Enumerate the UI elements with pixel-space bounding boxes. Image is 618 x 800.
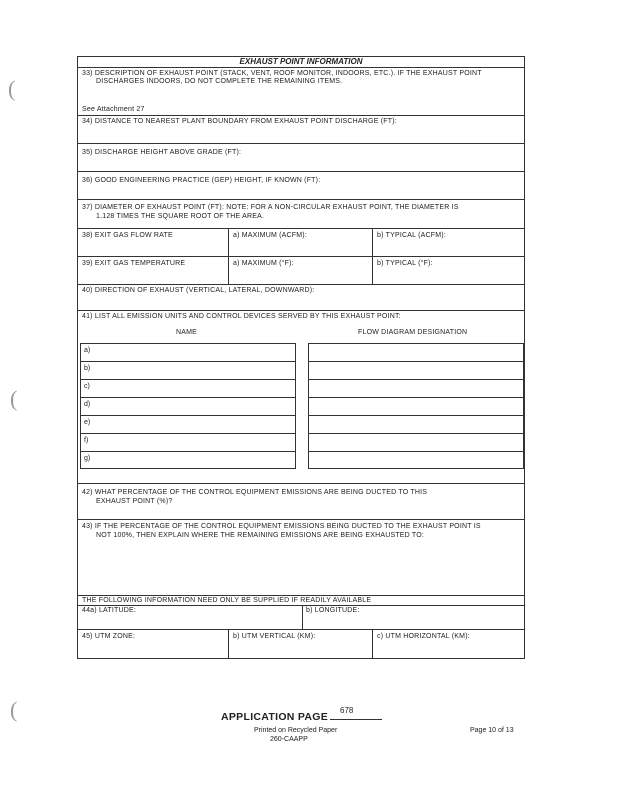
q38-typ-label: b) TYPICAL (ACFM):: [377, 232, 446, 239]
q42-row: [78, 484, 524, 520]
q40-label: 40) DIRECTION OF EXHAUST (VERTICAL, LATERAL, DOWNWARD):: [82, 287, 315, 294]
q39-row: [78, 257, 524, 285]
grid-line: [308, 451, 524, 452]
binder-hole-mark-middle: (: [10, 386, 18, 411]
q39-typ-label: b) TYPICAL (°F):: [377, 260, 433, 267]
q40-row: [78, 285, 524, 311]
grid-line: [80, 379, 296, 380]
q38-divider-b: [372, 229, 373, 256]
q45-divider-a: [228, 630, 229, 658]
q41-row-a: a): [84, 347, 91, 354]
exhaust-point-form: [77, 56, 525, 659]
q41-row-c: c): [84, 383, 90, 390]
q36-row: [78, 172, 524, 200]
q35-row: [78, 144, 524, 172]
q39-divider-a: [228, 257, 229, 284]
grid-line: [308, 379, 524, 380]
page-of: Page 10 of 13: [470, 727, 514, 734]
q44-divider: [302, 606, 303, 629]
q41-col-flow: FLOW DIAGRAM DESIGNATION: [358, 329, 468, 336]
q37-label-cont: 1.128 TIMES THE SQUARE ROOT OF THE AREA.: [96, 213, 265, 220]
grid-line: [80, 415, 296, 416]
q38-row: [78, 229, 524, 257]
q41-col-name: NAME: [176, 329, 198, 336]
q33-row: [78, 68, 524, 116]
grid-line: [80, 397, 296, 398]
q39-max-label: a) MAXIMUM (°F):: [233, 260, 294, 267]
q39-divider-b: [372, 257, 373, 284]
q41-row-e: e): [84, 419, 91, 426]
q45-divider-b: [372, 630, 373, 658]
q44-longitude-label: b) LONGITUDE:: [306, 607, 360, 614]
form-code: 260-CAAPP: [270, 736, 308, 743]
q45-row: [78, 630, 524, 658]
q33-label: 33) DESCRIPTION OF EXHAUST POINT (STACK, VENT, ROOF MONITOR, INDOORS, ETC.). IF THE EXHAUST POINT: [82, 70, 482, 77]
binder-hole-mark-top: (: [8, 76, 16, 101]
grid-line: [308, 397, 524, 398]
q33-label-cont: DISCHARGES INDOORS, DO NOT COMPLETE THE REMAINING ITEMS.: [96, 78, 343, 85]
binder-hole-mark-bottom: (: [10, 697, 18, 722]
q41-row-f: f): [84, 437, 89, 444]
q41-row: [78, 311, 524, 484]
q41-row-d: d): [84, 401, 91, 408]
q37-row: [78, 200, 524, 229]
q45-utm-horizontal-label: c) UTM HORIZONTAL (KM):: [377, 633, 470, 640]
q42-label-cont: EXHAUST POINT (%)?: [96, 498, 173, 505]
q43-label: 43) IF THE PERCENTAGE OF THE CONTROL EQUIPMENT EMISSIONS BEING DUCTED TO THE EXHAUST POINT IS: [82, 523, 481, 530]
q39-label: 39) EXIT GAS TEMPERATURE: [82, 260, 186, 267]
q36-label: 36) GOOD ENGINEERING PRACTICE (GEP) HEIGHT, IF KNOWN (FT):: [82, 177, 321, 184]
q35-label: 35) DISCHARGE HEIGHT ABOVE GRADE (FT):: [82, 149, 242, 156]
grid-line: [80, 433, 296, 434]
recycled-paper-note: Printed on Recycled Paper: [254, 727, 338, 734]
optional-note: THE FOLLOWING INFORMATION NEED ONLY BE SUPPLIED IF READILY AVAILABLE: [82, 597, 372, 604]
page-number-underline: [330, 719, 382, 720]
q41-row-b: b): [84, 365, 91, 372]
grid-line: [80, 361, 296, 362]
q41-row-g: g): [84, 455, 91, 462]
q41-label: 41) LIST ALL EMISSION UNITS AND CONTROL DEVICES SERVED BY THIS EXHAUST POINT:: [82, 313, 401, 320]
q43-label-cont: NOT 100%, THEN EXPLAIN WHERE THE REMAINING EMISSIONS ARE BEING EXHAUSTED TO:: [96, 532, 425, 539]
grid-line: [80, 451, 296, 452]
q34-row: [78, 116, 524, 144]
q43-row: [78, 520, 524, 596]
grid-line: [308, 433, 524, 434]
optional-note-row: [78, 596, 524, 606]
application-page-number: 678: [340, 706, 354, 715]
q45-utm-zone-label: 45) UTM ZONE:: [82, 633, 136, 640]
application-page-label: APPLICATION PAGE: [221, 711, 329, 723]
grid-line: [308, 361, 524, 362]
q44-latitude-label: 44a) LATITUDE:: [82, 607, 137, 614]
q38-label: 38) EXIT GAS FLOW RATE: [82, 232, 173, 239]
q37-label: 37) DIAMETER OF EXHAUST POINT (FT): NOTE: FOR A NON-CIRCULAR EXHAUST POINT, THE DIAMETER IS: [82, 204, 459, 211]
q42-label: 42) WHAT PERCENTAGE OF THE CONTROL EQUIPMENT EMISSIONS ARE BEING DUCTED TO THIS: [82, 489, 428, 496]
q33-answer[interactable]: See Attachment 27: [82, 106, 145, 113]
grid-line: [308, 415, 524, 416]
section-title: EXHAUST POINT INFORMATION: [78, 57, 524, 68]
q38-divider-a: [228, 229, 229, 256]
q38-max-label: a) MAXIMUM (ACFM):: [233, 232, 307, 239]
q44-row: [78, 606, 524, 630]
q34-label: 34) DISTANCE TO NEAREST PLANT BOUNDARY FROM EXHAUST POINT DISCHARGE (FT):: [82, 118, 397, 125]
q45-utm-vertical-label: b) UTM VERTICAL (KM):: [233, 633, 316, 640]
